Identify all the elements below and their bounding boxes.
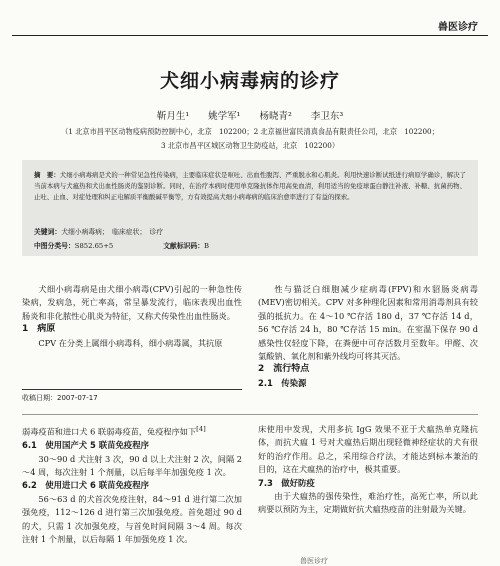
clc-label: 中图分类号： [34,242,75,250]
next-page-header-fragment: 兽医诊疗 [300,557,328,565]
author: 姚学军¹ [208,111,241,122]
affiliation: 3 北京市昌平区城区动物卫生防疫站，北京 102200） [160,141,340,150]
paragraph: 弱毒疫苗和进口犬 6 联弱毒疫苗，免疫程序如下[4] [22,425,206,437]
header-rule [12,35,488,36]
received-value: 2007-07-17 [57,394,98,402]
running-header [0,8,500,38]
classification [34,240,209,250]
doc-code-value: B [204,242,210,250]
paragraph: CPV 在分类上属细小病毒科，细小病毒属，其抗原 [38,337,223,348]
doc-code-label: 文献标识码： [163,242,205,250]
section-heading: 1 病原 [22,324,56,335]
paragraph: 性与猫泛白细胞减少症病毒(FPV)和水貂肠炎病毒(MEV)密切相关。CPV 对多种理化因素和常用消毒剂具有较强的抵抗力。在 4～10 ℃存活 180 d，37 ℃存活 14 d，56 ℃存活 24 h，80 ℃存活 15 min。在室温下保存 90 d 感染性仅轻度下降，在粪便中可存活数月至数年。甲醛、次氯酸钠、氧化剂和紫外线均可将其灭活。 [258,284,478,362]
abstract [34,170,466,202]
received-rule [22,389,242,390]
affiliation: （1 北京市昌平区动物疫病预防控制中心，北京 102200；2 北京福世富民清真食品有限责任公司，北京 102200； [61,127,439,136]
author: 靳月生¹ [156,111,190,122]
paragraph: 56～63 d 的犬首次免疫注射，84～91 d 进行第二次加强免疫，112～126 d 进行第三次加强免疫。首免超过 90 d 的犬，只需 1 次加强免疫，与首免时间间隔 3～4 周。每次注射 1 个剂量，以后每隔 1 年加强免疫 1 次。 [22,493,242,544]
clc-value: S852.65+5 [74,242,114,250]
subsection-heading: 2.1 传染源 [258,377,307,388]
body-column-left-top [22,283,242,350]
received-date [22,393,98,403]
paragraph: 30～90 d 犬注射 3 次，90 d 以上犬注射 2 次，间隔 2～4 周，每次注射 1 个剂量，以后每半年加强免疫 1 次。 [22,453,242,477]
body-column-right-top [258,283,478,390]
section-label: 兽医诊疗 [438,22,478,33]
author-list [0,108,500,122]
received-label: 收稿日期： [22,394,57,402]
author: 杨晓青² [259,111,292,122]
section-heading: 2 流行特点 [258,364,310,375]
body-column-left-bottom [22,423,242,546]
paragraph: 由于犬瘟热的强传染性，难治疗性，高死亡率，所以此病要以预防为主，定期做好抗犬瘟热疫苗的注射最为关键。 [258,491,478,515]
abstract-box [22,160,478,256]
subsection-heading: 6.1 使用国产犬 5 联苗免疫程序 [22,440,149,451]
citation: [4] [196,425,206,433]
author: 李卫东³ [310,111,344,122]
subsection-heading: 7.3 做好防疫 [258,477,315,488]
page-divider [22,414,478,415]
abstract-text: 犬细小病毒病是犬的一种常见急性传染病，主要临床症状是呕吐、出血性腹泻、严重脱水和心肌炎。利用快速诊断试纸进行病原学确诊，解决了当前本病与犬瘟热和犬出血性肠炎的鉴别诊断。同时，在治疗本病时使用单克隆抗体作用高免血清，利用适当的免疫球蛋白静注补液、补糖、抗菌药物、止吐、止血、对症处理和纠正电解质平衡酸碱平衡等，方有效提高犬细小病毒病的临床治愈率进行了有益的探索。 [34,171,466,201]
keywords [34,226,163,236]
body-column-right-bottom [258,423,478,517]
paragraph: 床使用中发现，犬用多抗 IgG 效果不亚于犬瘟热单克隆抗体，而抗犬瘟 1 号对犬瘟热后期出现轻微神经症状的犬有很好的治疗作用。总之，采用综合疗法，才能达到标本兼治的目的，这在犬瘟热的治疗中，极其重要。 [258,424,478,475]
paragraph: 犬细小病毒病是由犬细小病毒(CPV)引起的一种急性传染病，发病急，死亡率高，常呈暴发流行，临床表现出血性肠炎和非化脓性心肌炎为特征，又称犬传染性出血性肠炎。 [22,284,242,321]
subsection-heading: 6.2 使用进口犬 6 联苗免疫程序 [22,480,149,491]
keywords-label: 关键词： [34,228,62,236]
keywords-text: 犬细小病毒病； 临床症状； 诊疗 [61,228,164,236]
abstract-label: 摘 要： [34,171,60,179]
article-title: 犬细小病毒病的诊疗 [159,70,340,92]
